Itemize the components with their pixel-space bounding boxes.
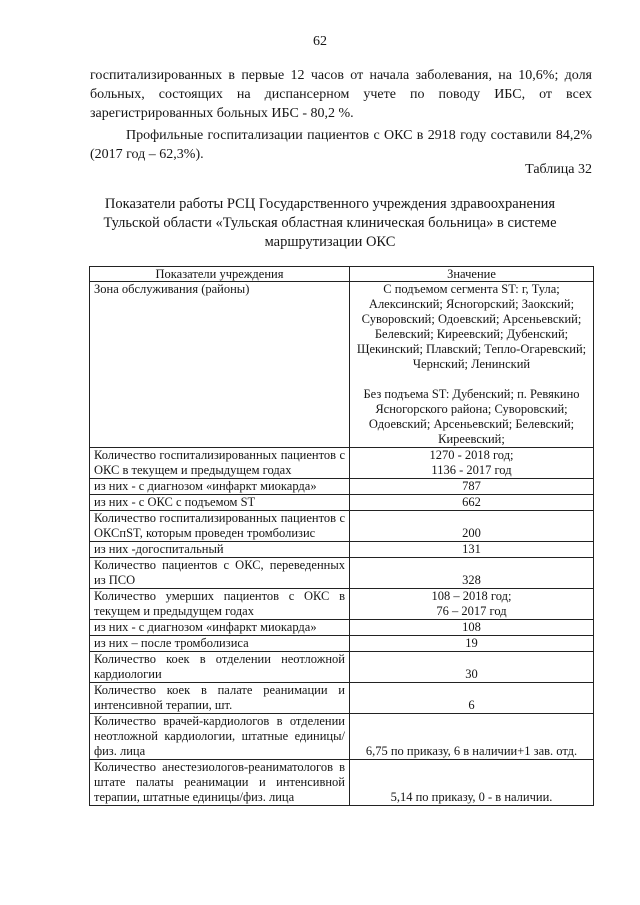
row-value [350, 558, 594, 589]
table-label: Таблица 32 [525, 162, 592, 177]
zone-without-st-line: Без подъема ST: Дубенский; п. Ревякино [363, 387, 580, 401]
row-value-line: 5,14 по приказу, 0 - в наличии. [390, 790, 553, 804]
table-row [90, 620, 594, 636]
row-label: из них - с диагнозом «инфаркт миокарда» [90, 620, 350, 636]
table-row [90, 479, 594, 495]
table-row-service-zone [90, 282, 594, 448]
row-value-line: 1270 - 2018 год; [429, 448, 514, 462]
row-value-line: 787 [462, 479, 481, 493]
zone-with-st-line: Суворовский; Одоевский; Арсеньевский; [361, 312, 582, 326]
row-value-line: 200 [462, 526, 481, 540]
table-row [90, 511, 594, 542]
zone-with-st-line: Чернский; Ленинский [412, 357, 531, 371]
table-row [90, 714, 594, 760]
row-value-line: 6,75 по приказу, 6 в наличии+1 зав. отд. [365, 744, 578, 758]
column-header-value: Значение [350, 267, 594, 282]
table-row [90, 558, 594, 589]
row-value [350, 683, 594, 714]
row-value-line: 19 [465, 636, 478, 650]
row-label: Количество умерших пациентов с ОКС в текущем и предыдущем годах [90, 589, 350, 620]
table-row [90, 448, 594, 479]
row-label: из них -догоспитальный [90, 542, 350, 558]
zone-with-st-line: Щекинский; Плавский; Тепло-Огаревский; [356, 342, 587, 356]
row-value [350, 448, 594, 479]
column-header-indicator: Показатели учреждения [90, 267, 350, 282]
row-value [350, 511, 594, 542]
row-label: из них - с диагнозом «инфаркт миокарда» [90, 479, 350, 495]
intro-text [90, 66, 592, 164]
page-number: 62 [313, 34, 327, 49]
row-value [350, 620, 594, 636]
row-value [350, 542, 594, 558]
table-row [90, 683, 594, 714]
table-row [90, 542, 594, 558]
row-value [350, 479, 594, 495]
indicators-table [89, 266, 594, 806]
row-value-line: 6 [468, 698, 475, 712]
row-value-line: 1136 - 2017 год [431, 463, 512, 477]
row-label: Количество госпитализированных пациентов с ОКСпST, которым проведен тромболизис [90, 511, 350, 542]
row-value-line: 108 [462, 620, 481, 634]
row-label: Количество коек в отделении неотложной кардиологии [90, 652, 350, 683]
zone-with-st-line: С подъемом сегмента ST: г, Тула; [383, 282, 560, 296]
zone-with-st-line: Белевский; Киреевский; Дубенский; [374, 327, 569, 341]
row-label: Зона обслуживания (районы) [90, 282, 350, 448]
service-zone-value [350, 282, 594, 448]
table-header-row [90, 267, 594, 282]
table-row [90, 589, 594, 620]
table-row [90, 652, 594, 683]
table-title: Показатели работы РСЦ Государственного учреждения здравоохранения Тульской области «Тульская областная клиническая больница» в системе маршрутизации ОКС [103, 196, 557, 250]
zone-spacer [354, 372, 589, 387]
row-value [350, 495, 594, 511]
table-row [90, 760, 594, 806]
row-value [350, 636, 594, 652]
row-label: Количество коек в палате реанимации и интенсивной терапии, шт. [90, 683, 350, 714]
row-value-line: 131 [462, 542, 481, 556]
row-label: Количество госпитализированных пациентов с ОКС в текущем и предыдущем годах [90, 448, 350, 479]
intro-paragraph: госпитализированных в первые 12 часов от начала заболевания, на 10,6%; доля больных, состоящих на диспансерном учете по поводу ИБС, от всех зарегистрированных больных ИБС - 80,2 %. [90, 68, 592, 121]
row-value [350, 760, 594, 806]
row-value-line: 662 [462, 495, 481, 509]
table-row [90, 636, 594, 652]
zone-without-st-line: Одоевский; Арсеньевский; Белевский; [368, 417, 575, 431]
row-value [350, 652, 594, 683]
row-label: Количество анестезиологов-реаниматологов в штате палаты реанимации и интенсивной терапии, штатные единицы/физ. лица [90, 760, 350, 806]
row-label: из них - с ОКС с подъемом ST [90, 495, 350, 511]
row-value [350, 589, 594, 620]
row-value-line: 76 – 2017 год [436, 604, 507, 618]
row-label: Количество пациентов с ОКС, переведенных из ПСО [90, 558, 350, 589]
row-value [350, 714, 594, 760]
row-value-line: 30 [465, 667, 478, 681]
zone-without-st-line: Киреевский; [438, 432, 505, 446]
row-label: из них – после тромболизиса [90, 636, 350, 652]
row-label: Количество врачей-кардиологов в отделении неотложной кардиологии, штатные единицы/физ. лица [90, 714, 350, 760]
table-row [90, 495, 594, 511]
zone-without-st-line: Ясногорского района; Суворовский; [375, 402, 568, 416]
row-value-line: 328 [462, 573, 481, 587]
row-value-line: 108 – 2018 год; [431, 589, 512, 603]
intro-paragraph: Профильные госпитализации пациентов с ОКС в 2918 году составили 84,2% (2017 год – 62,3%). [90, 128, 592, 162]
table-body [90, 282, 594, 806]
zone-with-st-line: Алексинский; Ясногорский; Заокский; [368, 297, 575, 311]
